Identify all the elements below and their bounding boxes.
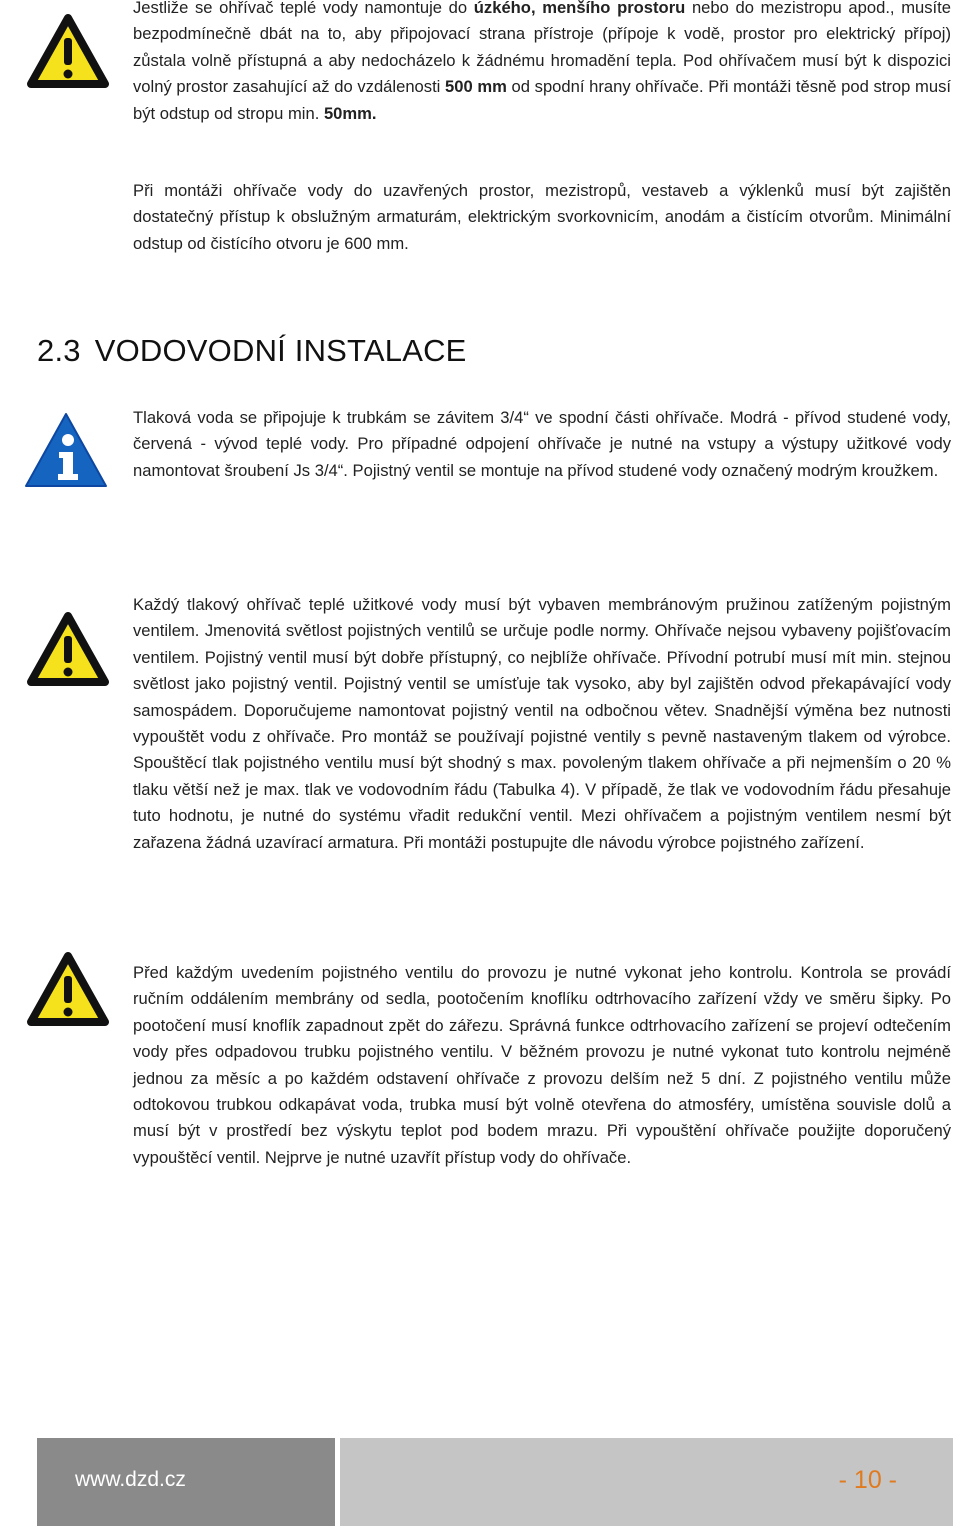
text-run: od spodní hrany ohřívače. Při montáži těsně pod strop musí být odstup od stropu min. (133, 77, 951, 123)
footer-left-block (37, 1438, 335, 1526)
paragraph-safety-valve: Každý tlakový ohřívač teplé užitkové vody musí být vybaven membránovým pružinou zatíženým pojistným ventilem. Jmenovitá světlost pojistných ventilů se určuje podle normy. Ohřívače nejsou vybaveny pojišťovacím ventilem. Pojistný ventil musí být dobře přístupný, co nejblíže ohřívače. Přívodní potrubí musí mít min. stejnou světlost jako pojistný ventil. Pojistný ventil se umísťuje tak vysoko, aby byl zajištěn odvod překapávající vody samospádem. Doporučujeme namontovat pojistný ventil na odbočnou větev. Snadnější výměna bez nutnosti vypouštět vodu z ohřívače. Pro montáž se používají pojistné ventily s pevně nastaveným tlakem od výrobce. Spouštěcí tlak pojistného ventilu musí být shodný s max. povoleným tlakem ohřívače a při nejmenším o 20 % tlaku větší než je max. tlak ve vodovodním řádu (Tabulka 4). V případě, že tlak ve vodovodním řádu přesahuje tuto hodnotu, je nutné do systému vřadit redukční ventil. Mezi ohřívačem a pojistným ventilem nesmí být zařazena žádná uzavírací armatura. Při montáži postupujte dle návodu výrobce pojistného zařízení. (133, 595, 951, 852)
paragraph-valve-check: Před každým uvedením pojistného ventilu do provozu je nutné vykonat jeho kontrolu. Kontrola se provádí ručním oddálením membrány od sedla, pootočením knoflíku odtrhovacího zařízení vždy ve směru šipky. Po pootočení musí knoflík zapadnout zpět do zářezu. Správná funkce odtrhovacího zařízení se projeví odtečením vody přes odpadovou trubku pojistného ventilu. V běžném provozu je nutné vykonat tuto kontrolu nejméně jednou za měsíc a po každém odstavení ohřívače z provozu delším než 5 dní. Z pojistného ventilu může odtokovou trubkou odkapávat voda, trubka musí být volně otevřena do atmosféry, umístěna souvisle dolů a musí být v prostředí bez výskytu teplot pod bodem mrazu. Při vypouštění ohřívače použijte doporučený vypouštěcí ventil. Nejprve je nutné uzavřít přístup vody do ohřívače. (133, 963, 951, 1167)
footer-right-block (340, 1438, 953, 1526)
paragraph-enclosed-space: Při montáži ohřívače vody do uzavřených prostor, mezistropů, vestaveb a výklenků musí být zajištěn dostatečný přístup k obslužným armaturám, elektrickým svorkovnicím, anodám a čistícím otvorům. Minimální odstup od čistícího otvoru je 600 mm. (133, 181, 951, 253)
paragraph-installation-space (133, 0, 951, 127)
warning-icon (26, 950, 110, 1028)
text-run: Jestliže se ohřívač teplé vody namontuje do (133, 0, 474, 17)
section-heading (37, 333, 467, 369)
text-run: nebo do mezistropu apod., musíte bezpodmínečně dbát na to, aby připojovací strana přístroje (přípoje k vodě, prostor pro elektrický přípoj) zůstala volně přístupná a aby nedocházelo k žádnému hromadění tepla. Pod ohřívačem musí být k dispozici volný prostor zasahující až do vzdálenosti (133, 0, 951, 97)
section-number: 2.3 (37, 333, 81, 368)
bold-text: 50mm. (323, 103, 377, 123)
footer-url[interactable]: www.dzd.cz (75, 1468, 186, 1491)
page-number: - 10 - (838, 1466, 897, 1494)
warning-icon (26, 610, 110, 688)
section-title: VODOVODNÍ INSTALACE (94, 333, 467, 368)
bold-text: úzkého, menšího prostoru (473, 0, 686, 17)
info-icon (22, 410, 110, 492)
warning-icon (26, 12, 110, 90)
paragraph-water-connection: Tlaková voda se připojuje k trubkám se závitem 3/4“ ve spodní části ohřívače. Modrá - přívod studené vody, červená - vývod teplé vody. Pro případné odpojení ohřívače je nutné na vstupy a výstupy užitkové vody namontovat šroubení Js 3/4“. Pojistný ventil se montuje na přívod studené vody označený modrým kroužkem. (133, 408, 951, 480)
bold-text: 500 mm (445, 77, 507, 97)
